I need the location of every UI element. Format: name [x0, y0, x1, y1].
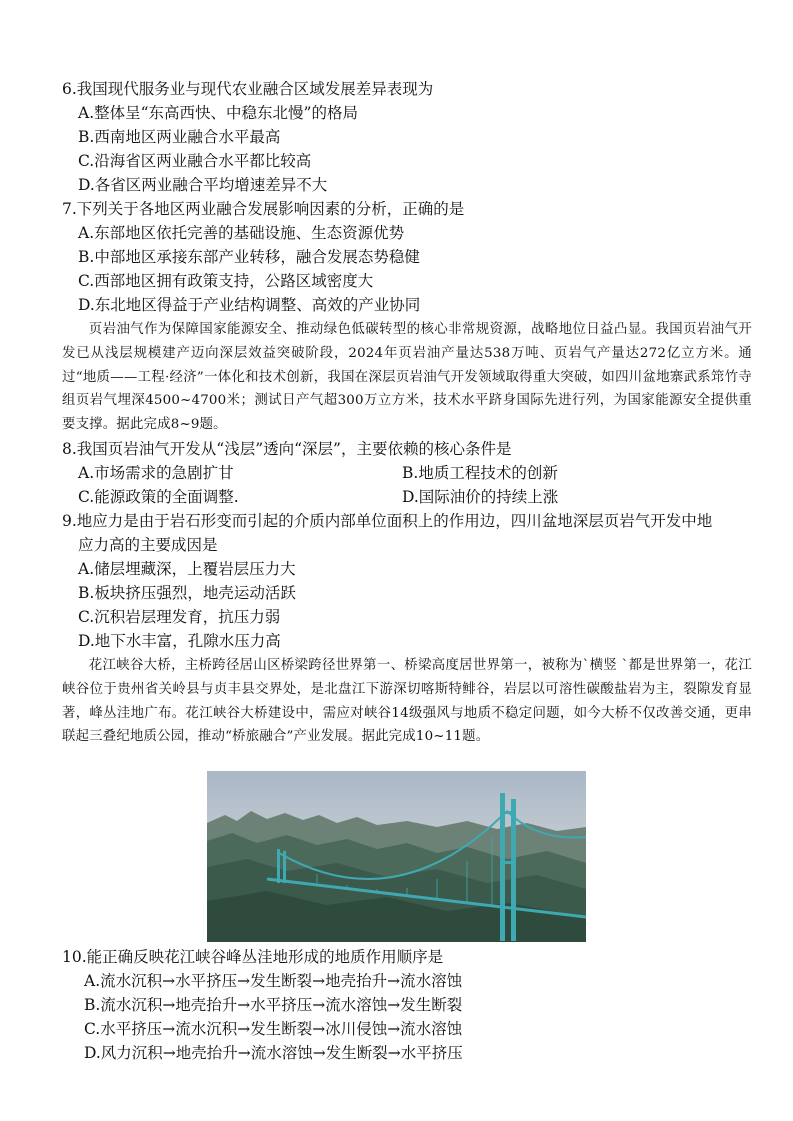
question-8-stem: 8.我国页岩油气开发从“浅层”透向“深层”，主要依赖的核心条件是	[62, 440, 512, 458]
passage-shale-oil-gas: 页岩油气作为保障国家能源安全、推动绿色低碳转型的核心非常规资源，战略地位日益凸显。我国页岩油气开发已从浅层规模建产迈向深层效益突破阶段，2024年页岩油产量达538万吨、页岩气产量达272亿立方米。通过“地质——工程·经济”一体化和技术创新，我国在深层页岩油气开发领域取得重大突破，如四川盆地寨武系筇竹寺组页岩气埋深4500~4700米；测试日产气超300万立方米，技术水平跻身国际先进行列，为国家能源安全提供重要支撑。据此完成8~9题。	[62, 322, 752, 433]
question-9-option-a: A.储层埋藏深，上覆岩层压力大	[78, 560, 296, 578]
question-9-option-c: C.沉积岩层理发育，抗压力弱	[78, 608, 281, 626]
question-6-option-a: A.整体呈“东高西快、中稳东北慢”的格局	[78, 104, 358, 122]
question-6-stem: 6.我国现代服务业与现代农业融合区域发展差异表现为	[62, 80, 434, 98]
question-9-stem-line1: 9.地应力是由于岩石形变而引起的介质内部单位面积上的作用边，四川盆地深层页岩气开发中地	[62, 512, 713, 530]
question-6-option-d: D.各省区两业融合平均增速差异不大	[78, 176, 328, 194]
question-6-option-c: C.沿海省区两业融合水平都比较高	[78, 152, 312, 170]
passage-huajiang-bridge: 花江峡谷大桥，主桥跨径居山区桥梁跨径世界第一、桥梁高度居世界第一，被称为`横竖 `都是世界第一，花江峡谷位于贵州省关岭县与贞丰县交界处，是北盘江下游深切喀斯特鲱谷，岩层以可溶性碳酸盐岩为主，裂隙发育显著，峰丛洼地广布。花江峡谷大桥建设中，需应对峡谷14级强风与地质不稳定问题，如今大桥不仅改善交通，更串联起三叠纪地质公园，推动“桥旅融合”产业发展。据此完成10~11题。	[62, 658, 752, 745]
question-7-option-a: A.东部地区依托完善的基础设施、生态资源优势	[78, 224, 405, 242]
question-8-option-a: A.市场需求的急剧扩甘	[78, 464, 234, 482]
question-8-option-b: B.地质工程技术的创新	[402, 464, 558, 482]
bridge-photo	[207, 771, 586, 942]
question-10-option-b: B.流水沉积→地壳抬升→水平挤压→流水溶蚀→发生断裂	[84, 996, 463, 1014]
question-7-option-c: C.西部地区拥有政策支持，公路区域密度大	[78, 272, 374, 290]
question-6-option-b: B.西南地区两业融合水平最高	[78, 128, 281, 146]
question-10-option-a: A.流水沉积→水平挤压→发生断裂→地壳抬升→流水溶蚀	[84, 972, 463, 990]
question-10-option-c: C.水平挤压→流水沉积→发生断裂→冰川侵蚀→流水溶蚀	[84, 1020, 463, 1038]
question-8-option-c: C.能源政策的全面调整.	[78, 488, 239, 506]
question-9-option-b: B.板块挤压强烈，地壳运动活跃	[78, 584, 296, 602]
bridge-illustration	[207, 771, 586, 942]
question-10-option-d: D.风力沉积→地壳抬升→流水溶蚀→发生断裂→水平挤压	[84, 1044, 463, 1062]
question-7-option-b: B.中部地区承接东部产业转移，融合发展态势稳健	[78, 248, 420, 266]
question-8-option-d: D.国际油价的持续上涨	[402, 488, 559, 506]
question-7-option-d: D.东北地区得益于产业结构调整、高效的产业协同	[78, 296, 421, 314]
question-10-stem: 10.能正确反映花江峡谷峰丛洼地形成的地质作用顺序是	[62, 948, 444, 966]
question-9-option-d: D.地下水丰富，孔隙水压力高	[78, 632, 281, 650]
question-9-stem-line2: 应力高的主要成因是	[78, 536, 218, 554]
question-7-stem: 7.下列关于各地区两业融合发展影响因素的分析，正确的是	[62, 200, 465, 218]
